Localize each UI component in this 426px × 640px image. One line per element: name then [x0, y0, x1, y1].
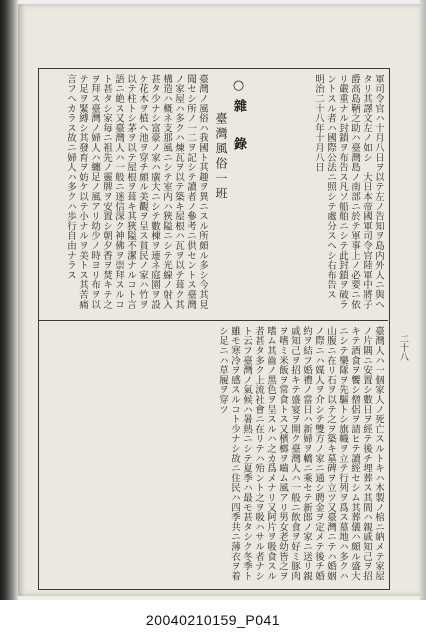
page-number: 二十八	[398, 334, 408, 361]
article-title: 臺灣風俗一班	[214, 112, 228, 202]
article-body-lower: 臺灣人ハ一個家人ノ死亡スルトキハ木製ノ棺ニ納メテ家屋ノ片隅ニ安置シ數日ヲ經テ後チ埋葬ス其間ハ親戚知己ヲ招キテ酒食ヲ饗シ僧侶ヲ請ヒテ讀經セシム其葬儀ハ頗ル盛大ニシテ樂隊ヲ先驅トシ旗幟ヲ立テ行列ヲ爲ス墓地ハ多クハ山腹ニ在リ石ヲ以テ之ヲ築キ墓碑ヲ立ツ又臺灣ニテハ婚姻ノ際ニハ媒人ヲ介シテ雙方ノ家ニ通シ聘金ヲ定メテ後チ婚約ヲ結フ婚禮ノ當日ハ新婦ヲ轎ニ乘セテ新郎ノ家ニ送リ親戚知己ヲ招キテ盛宴ヲ開ク臺灣人ハ一般ニ飲食ヲ好ミ豚肉ヲ嗜ミ米飯ヲ常食トス又檳榔ヲ嚙ム風アリ男女老幼皆之ヲ嗜ム其齒ノ黑色ヲ呈スルハ之カ爲メナリ又阿片ヲ吸食スル者甚タ多ク上流社會ニ在リテハ殆ント之ヲ吸ハサル者ナシト云フ臺灣ノ氣候ハ暑熱ニシテ夏季ハ最モ甚タシク冬季ト雖モ寒冷ヲ感スルコト少ナシ故ニ住民ハ四季共ニ薄衣ヲ着シ足ニハ草履ヲ穿ツ	[217, 326, 384, 581]
document-page	[18, 4, 420, 596]
book-binding	[0, 0, 18, 600]
image-caption: 20040210159_P041	[145, 612, 281, 628]
section-divider	[38, 320, 388, 321]
section-heading: ○雜 錄	[231, 78, 246, 156]
page-edge	[420, 0, 426, 600]
article-body-upper: 臺灣ノ風俗ハ我國ト其趣ヲ異ニスル所頗ル多シ今其見聞セシ所ノ一二ヲ記シテ讀者ノ參考ニ供セントス臺灣ノ家屋ハ多クハ煉瓦ヲ以テ築キ屋根ハ瓦ヲ以テ葺ク其構造ハ概ネ支那風ニシテ室内ハ狹隘ニシテ光線ノ射入甚タ少ナシ富豪ノ家ハ廣大ニシテ數棟ヲ連ネ庭園ヲ設ケ花木ヲ植ヘ池ヲ穿チ頗ル美觀ヲ呈ス貧民ノ家ハ竹ヲ以テ柱トシ茅ヲ以テ屋根ヲ葺キ其狹隘不潔ナルコト言語ニ絶ス又臺灣人ハ一般ニ迷信深ク神佛ヲ崇拜スルコト甚タシ家毎ニ祖先ノ靈牌ヲ安置シ朝夕香ヲ焚キテ之ヲ拜ス臺灣ノ婦人ハ纏足ノ風アリ幼少ノ時ヨリ布ヲ以テ足ヲ緊縛シ其發育ヲ妨ケ以テ小ナルヲ美トス其苦痛言フヘカラス故ニ婦人ハ多クハ歩行自由ナラス	[65, 74, 208, 310]
notice-text: 軍司令官ハ十月八日ヲ以テ左ノ告知ヲ島内外人ニ與ヘタリ其譯文左ノ如シ 大日本帝國軍司令官陸軍中將子爵高島鞆之助ハ臺灣島ノ南部ニ於テ軍事上ノ必要ニ依リ嚴重ナル封鎖ヲ布告ス凡ソ船舶ニシテ此封鎖ヲ破ラントスル者ハ國際公法ニ照シテ處分スヘシ右布告ス 明治二十八年十月八日	[313, 74, 384, 310]
